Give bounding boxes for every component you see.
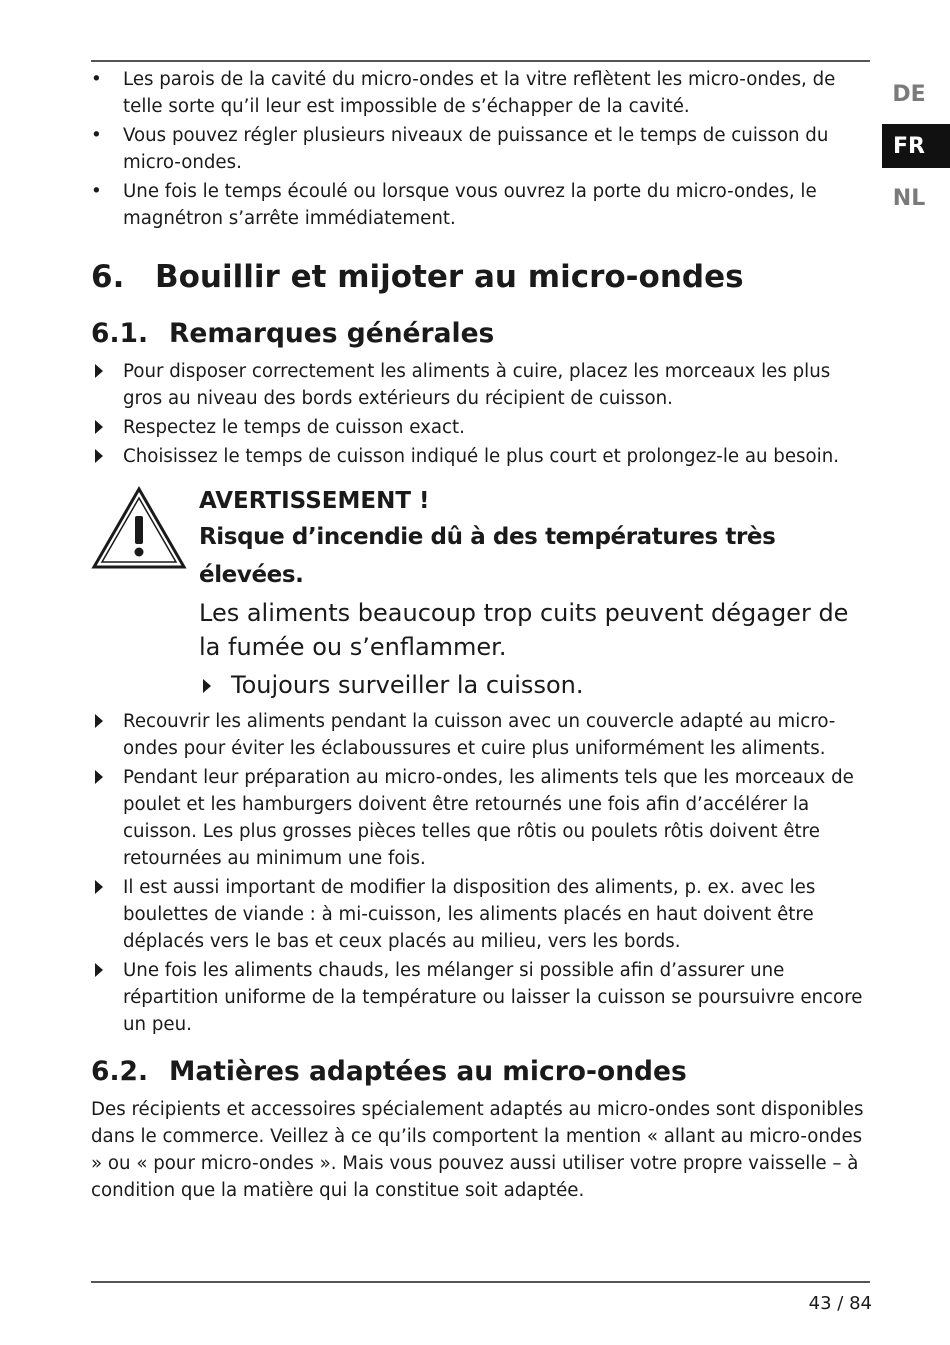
arrow-right-icon <box>95 880 103 894</box>
remarks-list <box>91 358 871 470</box>
lang-tab-fr[interactable]: FR <box>882 124 950 168</box>
lang-tab-de[interactable]: DE <box>892 81 926 107</box>
remarks-list-continued <box>91 708 871 1038</box>
page-number: 43 / 84 <box>808 1293 872 1314</box>
section-6-2-paragraph: Des récipients et accessoires spécialement adaptés au micro-ondes sont disponibles dans le commerce. Veillez à ce qu’ils comportent la mention « allant au micro-ondes » ou « pour micro-ondes ». Mais vous pouvez aussi utiliser votre propre vaisselle – à condition que la matière qui la constitue soit adaptée. <box>91 1099 864 1201</box>
section-title: Remarques générales <box>169 318 495 349</box>
list-item: Respectez le temps de cuisson exact. <box>91 414 871 441</box>
warning-triangle-icon <box>91 486 187 570</box>
bullet-icon: • <box>91 181 102 202</box>
arrow-right-icon <box>95 449 103 463</box>
list-item: Il est aussi important de modifier la disposition des aliments, p. ex. avec les boulettes de viande : à mi-cuisson, les aliments placés en haut doivent être déplacés vers le bas et ceux placés au milieu, vers les bords. <box>91 874 871 955</box>
warning-subtitle: Risque d’incendie dû à des températures très élevées. <box>199 524 776 588</box>
section-number: 6.2. <box>91 1056 149 1087</box>
section-6-2-heading <box>91 1052 871 1092</box>
list-item: Pour disposer correctement les aliments à cuire, placez les morceaux les plus gros au niveau des bords extérieurs du récipient de cuisson. <box>91 358 871 412</box>
section-number: 6. <box>91 259 125 295</box>
warning-box <box>91 484 871 702</box>
section-title: Matières adaptées au micro-ondes <box>169 1056 687 1087</box>
section-number: 6.1. <box>91 318 149 349</box>
top-rule <box>91 60 870 62</box>
warning-action: Toujours surveiller la cuisson. <box>199 668 871 702</box>
arrow-right-icon <box>95 420 103 434</box>
list-item: • Vous pouvez régler plusieurs niveaux de puissance et le temps de cuisson du micro-ondes. <box>91 122 871 176</box>
list-item: • Une fois le temps écoulé ou lorsque vous ouvrez la porte du micro-ondes, le magnétron s’arrête immédiatement. <box>91 178 871 232</box>
arrow-right-icon <box>95 364 103 378</box>
bottom-rule <box>91 1281 870 1283</box>
lang-tab-nl[interactable]: NL <box>892 185 926 211</box>
section-6-1-heading <box>91 314 871 354</box>
arrow-right-icon <box>95 963 103 977</box>
list-item: Une fois les aliments chauds, les mélanger si possible afin d’assurer une répartition uniforme de la température ou laisser la cuisson se poursuivre encore un peu. <box>91 957 871 1038</box>
list-item: Recouvrir les aliments pendant la cuisson avec un couvercle adapté au micro-ondes pour éviter les éclaboussures et cuire plus uniformément les aliments. <box>91 708 871 762</box>
list-item: Choisissez le temps de cuisson indiqué le plus court et prolongez-le au besoin. <box>91 443 871 470</box>
warning-body: Les aliments beaucoup trop cuits peuvent dégager de la fumée ou s’enflammer. <box>199 599 849 661</box>
arrow-right-icon <box>203 679 211 693</box>
section-6-heading <box>91 254 871 300</box>
section-title: Bouillir et mijoter au micro-ondes <box>155 259 744 295</box>
language-tabs <box>882 72 950 228</box>
warning-title: AVERTISSEMENT ! <box>199 488 430 514</box>
intro-bullet-list <box>91 66 871 232</box>
bullet-icon: • <box>91 69 102 90</box>
list-item: • Les parois de la cavité du micro-ondes et la vitre reflètent les micro-ondes, de telle sorte qu’il leur est impossible de s’échapper de la cavité. <box>91 66 871 120</box>
list-item: Pendant leur préparation au micro-ondes, les aliments tels que les morceaux de poulet et les hamburgers doivent être retournés une fois afin d’accélérer la cuisson. Les plus grosses pièces telles que rôtis ou poulets rôtis doivent être retournées au minimum une fois. <box>91 764 871 872</box>
arrow-right-icon <box>95 770 103 784</box>
bullet-icon: • <box>91 125 102 146</box>
arrow-right-icon <box>95 714 103 728</box>
page-content <box>91 66 871 1204</box>
